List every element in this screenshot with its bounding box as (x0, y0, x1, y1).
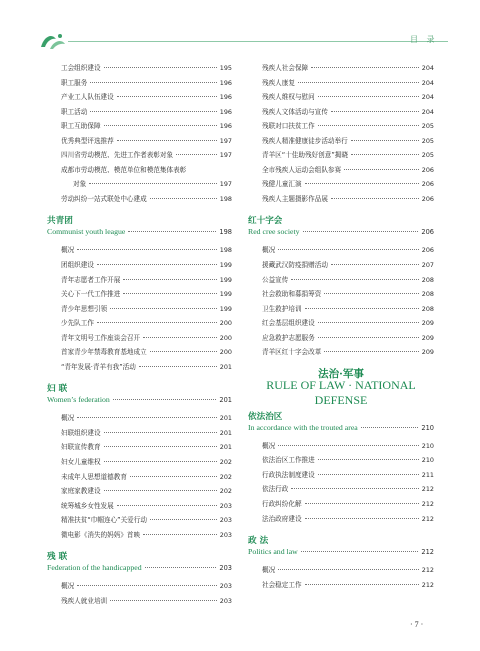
dot-leader (318, 125, 419, 126)
header-title: 目 录 (410, 35, 438, 44)
toc-title: 公益宣传 (262, 275, 289, 284)
toc-page-number: 200 (219, 319, 232, 328)
section-english-title[interactable] (47, 227, 232, 244)
toc-entry[interactable] (248, 332, 434, 347)
toc-entry[interactable] (47, 471, 232, 486)
toc-entry[interactable] (47, 303, 232, 318)
toc-title: 劳动纠纷一站式联处中心建成 (61, 194, 147, 203)
toc-entry[interactable] (248, 346, 434, 361)
toc-page-number: 203 (219, 501, 232, 510)
toc-title: 概况 (262, 566, 276, 575)
toc-entry[interactable] (248, 135, 434, 150)
toc-entry[interactable] (248, 193, 434, 208)
toc-entry[interactable] (248, 498, 434, 513)
toc-title: 职工活动 (61, 107, 88, 116)
toc-entry[interactable] (248, 288, 434, 303)
toc-page-number: 206 (421, 165, 434, 174)
toc-title: 概况 (61, 414, 75, 423)
section-heading (248, 207, 434, 227)
toc-entry[interactable] (47, 135, 232, 150)
toc-entry[interactable] (248, 317, 434, 332)
dot-leader (305, 308, 419, 309)
toc-entry[interactable] (47, 332, 232, 347)
toc-page-number: 204 (421, 93, 434, 102)
toc-title: 残联对口扶贫工作 (262, 122, 315, 131)
toc-entry[interactable] (47, 346, 232, 361)
toc-page-number: 199 (219, 261, 232, 270)
toc-page-number: 195 (219, 64, 232, 72)
toc-title: 依法行政 (262, 485, 289, 494)
toc-entry[interactable] (248, 149, 434, 164)
toc-entry[interactable] (248, 244, 434, 259)
dot-leader (318, 322, 419, 323)
toc-page-number: 197 (219, 151, 232, 160)
leaf-logo-icon (38, 30, 68, 52)
toc-page-number: 212 (421, 514, 434, 523)
toc-page-number: 206 (421, 180, 434, 189)
toc-page-number: 196 (219, 93, 232, 102)
toc-entry[interactable] (47, 427, 232, 442)
toc-title: 行政纠纷化解 (262, 500, 302, 509)
toc-title: 红会基层组织建设 (262, 319, 315, 328)
section-english-title[interactable] (248, 547, 434, 564)
toc-page-number: 203 (219, 530, 232, 539)
toc-page-number: 200 (219, 333, 232, 342)
toc-title: 青少年思想引领 (61, 304, 108, 313)
toc-title: 工会组织建设 (61, 64, 101, 72)
toc-title: 残疾人社会保障 (262, 64, 309, 72)
toc-entry[interactable] (47, 317, 232, 332)
dot-leader (331, 264, 419, 265)
dot-leader (104, 432, 217, 433)
toc-entry[interactable] (47, 62, 232, 77)
toc-title: 共青团 (47, 216, 73, 227)
toc-page-number: 204 (421, 78, 434, 87)
toc-entry[interactable] (47, 412, 232, 427)
dot-leader (123, 279, 216, 280)
toc-title: 红十字会 (248, 216, 283, 227)
toc-page-number: 212 (421, 548, 434, 557)
dot-leader (97, 264, 217, 265)
toc-title: Politics and law (248, 547, 298, 557)
toc-page-number: 201 (219, 362, 232, 371)
dot-leader (176, 154, 217, 155)
toc-entry[interactable] (248, 91, 434, 106)
dot-leader (305, 518, 419, 519)
dot-leader (97, 322, 217, 323)
toc-page-number: 212 (421, 566, 434, 575)
toc-entry[interactable] (47, 149, 232, 164)
toc-page-number: 197 (219, 136, 232, 145)
toc-page-number: 198 (219, 194, 232, 203)
toc-title: 法治政府建设 (262, 514, 302, 523)
toc-page-number: 206 (421, 228, 434, 237)
section-heading (248, 527, 434, 547)
dot-leader (104, 67, 217, 68)
toc-page-number: 209 (421, 333, 434, 342)
toc-page-number: 205 (421, 151, 434, 160)
toc-entry[interactable] (47, 77, 232, 92)
toc-page-number: 208 (421, 304, 434, 313)
toc-entry[interactable] (47, 595, 232, 610)
toc-entry[interactable] (47, 178, 232, 193)
dot-leader (303, 231, 419, 232)
toc-page-number: 200 (219, 348, 232, 357)
toc-title: 妇联组织建设 (61, 428, 101, 437)
dot-leader (117, 96, 217, 97)
dot-leader (150, 198, 217, 199)
toc-title: 概况 (262, 441, 276, 450)
toc-entry[interactable] (47, 361, 232, 376)
toc-entry[interactable] (248, 120, 434, 135)
toc-title: 首家青少年禁毒教育基地成立 (61, 348, 147, 357)
toc-page-number: 201 (219, 396, 232, 405)
toc-title: 残疾人就业培训 (61, 596, 108, 605)
toc-page-number: 205 (421, 122, 434, 131)
toc-page-number: 210 (421, 441, 434, 450)
dot-leader (145, 567, 217, 568)
toc-page-number: 197 (219, 180, 232, 189)
toc-title: 妇联宣传教育 (61, 443, 101, 452)
dot-leader (89, 183, 217, 184)
toc-title: 残疾人维权与慰问 (262, 93, 315, 102)
toc-entry[interactable] (47, 441, 232, 456)
toc-page-number: 212 (421, 485, 434, 494)
part-heading-english: RULE OF LAW · NATIONAL DEFENSE (266, 377, 416, 407)
toc-page-number: 199 (219, 290, 232, 299)
toc-page-number: 203 (219, 582, 232, 591)
header-rule (68, 41, 448, 42)
toc-entry[interactable] (47, 91, 232, 106)
part-heading: 法治·军事 (318, 367, 364, 380)
dot-leader (318, 96, 419, 97)
toc-entry[interactable] (248, 274, 434, 289)
dot-leader (110, 308, 217, 309)
toc-title: 卫生救护培训 (262, 304, 302, 313)
dot-leader (139, 366, 217, 367)
toc-title: 职工服务 (61, 78, 88, 87)
toc-entry[interactable] (47, 529, 232, 544)
toc-title: 依法治区工作推进 (262, 456, 315, 465)
toc-entry[interactable] (248, 564, 434, 579)
toc-title: 青羊区红十字会改革 (262, 348, 322, 357)
dot-leader (351, 154, 419, 155)
toc-entry[interactable] (248, 579, 434, 594)
dot-leader (291, 279, 418, 280)
dot-leader (77, 249, 217, 250)
toc-entry[interactable] (248, 62, 434, 77)
dot-leader (278, 569, 419, 570)
toc-title: 概况 (262, 246, 276, 255)
toc-title: 残疾人精准健康徒步活动举行 (262, 136, 348, 145)
toc-page-number: 203 (219, 564, 232, 573)
toc-title: In accordance with the trouted area (248, 422, 358, 432)
toc-title: “青年发展·青羊有我”活动 (61, 362, 136, 371)
toc-title: 微电影《消失的妈妈》首映 (61, 530, 141, 539)
toc-entry[interactable] (248, 164, 434, 179)
toc-page-number: 201 (219, 414, 232, 423)
dot-leader (305, 183, 419, 184)
section-heading (47, 375, 232, 395)
dot-leader (344, 169, 419, 170)
toc-title: 关心下一代工作推进 (61, 290, 121, 299)
toc-page-number: 196 (219, 122, 232, 131)
toc-title: 概况 (61, 582, 75, 591)
toc-title: 残 联 (47, 552, 68, 563)
toc-title: 残疾人主题摄影作品展 (262, 194, 328, 203)
toc-title: 青年文明号工作座谈会召开 (61, 333, 141, 342)
toc-title: Federation of the handicapped (47, 563, 142, 573)
dot-leader (311, 67, 419, 68)
toc-page-number: 202 (219, 472, 232, 481)
dot-leader (90, 82, 216, 83)
toc-page-number: 202 (219, 458, 232, 467)
toc-entry[interactable] (248, 106, 434, 121)
toc-title: 全市残疾人运动会组队参赛 (262, 165, 342, 174)
dot-leader (278, 445, 419, 446)
dot-leader (361, 427, 419, 428)
toc-page-number: 209 (421, 348, 434, 357)
toc-entry[interactable] (47, 485, 232, 500)
toc-title: 妇女儿童维权 (61, 458, 101, 467)
toc-page-number: 204 (421, 107, 434, 116)
toc-entry[interactable] (248, 178, 434, 193)
toc-page-number: 203 (219, 596, 232, 605)
toc-page-number: 198 (219, 246, 232, 255)
toc-page-number: 206 (421, 246, 434, 255)
toc-page-number: 210 (421, 456, 434, 465)
dot-leader (318, 459, 419, 460)
dot-leader (318, 474, 419, 475)
toc-title: 残健儿童汇演 (262, 180, 302, 189)
toc-title: 少先队工作 (61, 319, 94, 328)
page-number: · 7 · (410, 620, 424, 629)
toc-page-number: 201 (219, 428, 232, 437)
dot-leader (318, 337, 419, 338)
toc-entry[interactable] (47, 580, 232, 595)
dot-leader (117, 140, 217, 141)
toc-title: 残疾人文体活动与宣传 (262, 107, 328, 116)
dot-leader (130, 476, 217, 477)
dot-leader (324, 351, 418, 352)
toc-title: 职工互助保障 (61, 122, 101, 131)
toc-entry[interactable] (47, 193, 232, 208)
dot-leader (278, 249, 419, 250)
toc-entry[interactable] (47, 514, 232, 529)
dot-leader (110, 600, 217, 601)
toc-title: 应急救护志愿服务 (262, 333, 315, 342)
dot-leader (104, 125, 217, 126)
toc-title: 团组织建设 (61, 261, 94, 270)
toc-entry[interactable] (248, 259, 434, 274)
toc-page-number: 207 (421, 261, 434, 270)
toc-left-column (47, 62, 232, 609)
toc-page-number: 196 (219, 107, 232, 116)
dot-leader (77, 417, 217, 418)
toc-entry[interactable] (248, 77, 434, 92)
dot-leader (298, 82, 419, 83)
toc-title: 残疾人康复 (262, 78, 295, 87)
dot-leader (324, 293, 418, 294)
dot-leader (117, 505, 217, 506)
toc-page-number: 202 (219, 487, 232, 496)
dot-leader (104, 490, 217, 491)
toc-entry[interactable] (47, 259, 232, 274)
toc-title: 妇 联 (47, 384, 68, 395)
toc-page-number: 204 (421, 64, 434, 72)
toc-entry[interactable] (248, 469, 434, 484)
dot-leader (301, 551, 419, 552)
section-heading (47, 207, 232, 227)
toc-entry-wrapped (47, 164, 232, 179)
section-english-title[interactable] (248, 423, 434, 440)
toc-entry[interactable] (248, 303, 434, 318)
toc-title: 四川省劳动模范、先进工作者表彰对象 (61, 151, 174, 160)
toc-title: 青年志愿者工作开展 (61, 275, 121, 284)
toc-page-number: 208 (421, 275, 434, 284)
toc-right-column (248, 62, 434, 593)
toc-entry[interactable] (248, 513, 434, 528)
toc-title: 产业工人队伍建设 (61, 93, 114, 102)
toc-entry[interactable] (248, 454, 434, 469)
toc-title: Red cree society (248, 227, 300, 237)
toc-entry[interactable] (248, 440, 434, 455)
toc-title: 青羊区“十佳助残好创意”揭晓 (262, 151, 348, 160)
toc-page-number: 201 (219, 443, 232, 452)
dot-leader (128, 231, 216, 232)
dot-leader (143, 534, 217, 535)
page-header (0, 0, 480, 52)
dot-leader (104, 461, 217, 462)
section-heading (47, 543, 232, 563)
dot-leader (331, 198, 419, 199)
toc-entry[interactable] (248, 483, 434, 498)
toc-title: Women’s federation (47, 395, 110, 405)
toc-page-number: 199 (219, 304, 232, 313)
dot-leader (331, 111, 419, 112)
section-english-title[interactable] (47, 563, 232, 580)
dot-leader (90, 111, 216, 112)
section-english-title[interactable] (248, 227, 434, 244)
toc-title: 社会救助和募捐筹资 (262, 290, 322, 299)
dot-leader (291, 488, 418, 489)
dot-leader (150, 519, 217, 520)
dot-leader (123, 293, 216, 294)
dot-leader (351, 140, 419, 141)
section-english-title[interactable] (47, 395, 232, 412)
toc-title: 社会稳定工作 (262, 580, 302, 589)
toc-title: 精准扶贫“巾帼连心”关爱行动 (61, 516, 147, 525)
toc-title: 行政执法制度建设 (262, 470, 315, 479)
toc-entry[interactable] (47, 120, 232, 135)
toc-entry[interactable] (47, 456, 232, 471)
toc-page-number: 205 (421, 136, 434, 145)
toc-entry[interactable] (47, 274, 232, 289)
toc-title: 优秀典型评选推荐 (61, 136, 114, 145)
dot-leader (143, 337, 217, 338)
toc-page-number: 210 (421, 423, 434, 432)
toc-title: 援藏武汉防疫捐赠活动 (262, 261, 328, 270)
toc-page-number: 212 (421, 500, 434, 509)
toc-title: 统筹城乡女性发展 (61, 501, 114, 510)
toc-page-number: 208 (421, 290, 434, 299)
dot-leader (305, 503, 419, 504)
toc-entry[interactable] (47, 244, 232, 259)
toc-title: 成都市劳动模范、模范单位和模范集体表彰 (61, 165, 187, 174)
dot-leader (104, 446, 217, 447)
toc-entry[interactable] (47, 106, 232, 121)
toc-title: 未成年人思想道德教育 (61, 472, 127, 481)
toc-page-number: 209 (421, 319, 434, 328)
toc-page-number: 206 (421, 194, 434, 203)
toc-page-number: 212 (421, 580, 434, 589)
toc-page-number: 198 (219, 228, 232, 237)
toc-page-number: 203 (219, 516, 232, 525)
dot-leader (113, 399, 217, 400)
toc-page-number: 211 (421, 470, 434, 479)
toc-title: Communist youth league (47, 227, 126, 237)
dot-leader (150, 351, 217, 352)
toc-page-number: 199 (219, 275, 232, 284)
toc-title: 家庭家教建设 (61, 487, 101, 496)
dot-leader (305, 584, 419, 585)
dot-leader (77, 585, 217, 586)
toc-title: 政 法 (248, 536, 269, 547)
toc-entry[interactable] (47, 500, 232, 515)
toc-title: 概况 (61, 246, 75, 255)
toc-page-number: 196 (219, 78, 232, 87)
toc-title: 依法治区 (248, 411, 283, 422)
toc-entry[interactable] (47, 288, 232, 303)
toc-title: 对象 (73, 180, 87, 189)
